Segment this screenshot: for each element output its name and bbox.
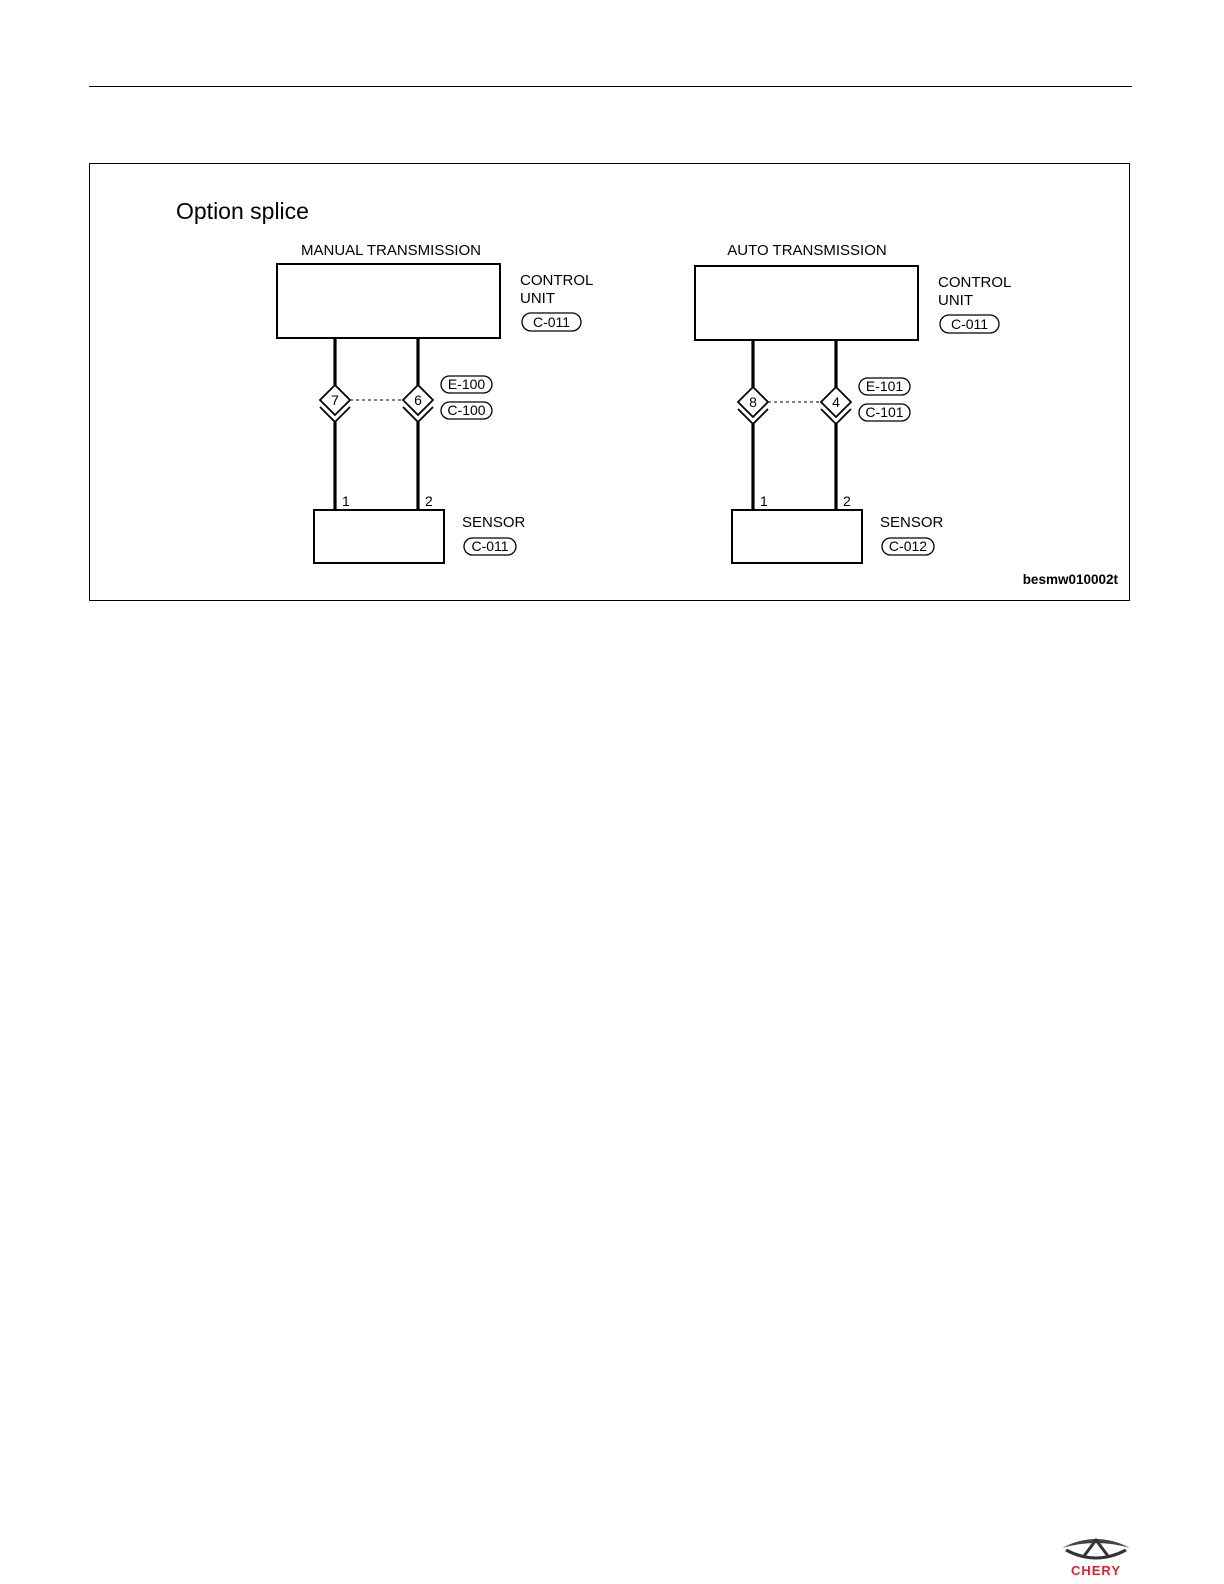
manual-sensor-connector: C-011 xyxy=(471,538,509,554)
manual-heading: MANUAL TRANSMISSION xyxy=(300,242,482,259)
manual-transmission-diagram xyxy=(277,242,593,563)
figure-title: Option splice xyxy=(176,198,309,224)
auto-sensor-box xyxy=(732,510,862,563)
auto-transmission-diagram xyxy=(695,242,1011,563)
auto-control-unit-label-2: UNIT xyxy=(938,292,973,309)
manual-splice-pin-left: 7 xyxy=(331,392,339,408)
manual-sensor-pin-right: 2 xyxy=(425,493,433,509)
auto-heading: AUTO TRANSMISSION xyxy=(727,242,887,259)
auto-sensor-label: SENSOR xyxy=(880,514,944,531)
auto-control-unit-connector: C-011 xyxy=(950,316,989,332)
chery-logo-mark xyxy=(1062,1539,1130,1558)
manual-control-unit-label-1: CONTROL xyxy=(520,272,594,289)
figure-id: besmw010002t xyxy=(1022,572,1118,587)
auto-splice-pin-left: 8 xyxy=(749,394,757,410)
manual-splice-pin-right: 6 xyxy=(414,392,422,408)
manual-control-unit-connector: C-011 xyxy=(532,314,571,330)
chery-logo-text: CHERY xyxy=(1070,1563,1122,1578)
manual-sensor-pin-left: 1 xyxy=(342,493,350,509)
auto-sensor-pin-right: 2 xyxy=(843,493,851,509)
manual-splice-connector-bottom: C-100 xyxy=(447,402,486,418)
auto-control-unit-label-1: CONTROL xyxy=(938,274,1012,291)
auto-control-unit-box xyxy=(695,266,918,340)
auto-splice-pin-right: 4 xyxy=(832,394,840,410)
manual-sensor-box xyxy=(314,510,444,563)
auto-splice-connector-bottom: C-101 xyxy=(865,404,904,420)
auto-sensor-connector: C-012 xyxy=(888,538,928,554)
auto-sensor-pin-left: 1 xyxy=(760,493,768,509)
auto-splice-connector-top: E-101 xyxy=(865,378,904,394)
chery-logo xyxy=(1056,1534,1136,1578)
manual-splice-connector-top: E-100 xyxy=(447,376,486,392)
manual-sensor-label: SENSOR xyxy=(462,514,526,531)
manual-control-unit-label-2: UNIT xyxy=(520,290,555,307)
manual-control-unit-box xyxy=(277,264,500,338)
